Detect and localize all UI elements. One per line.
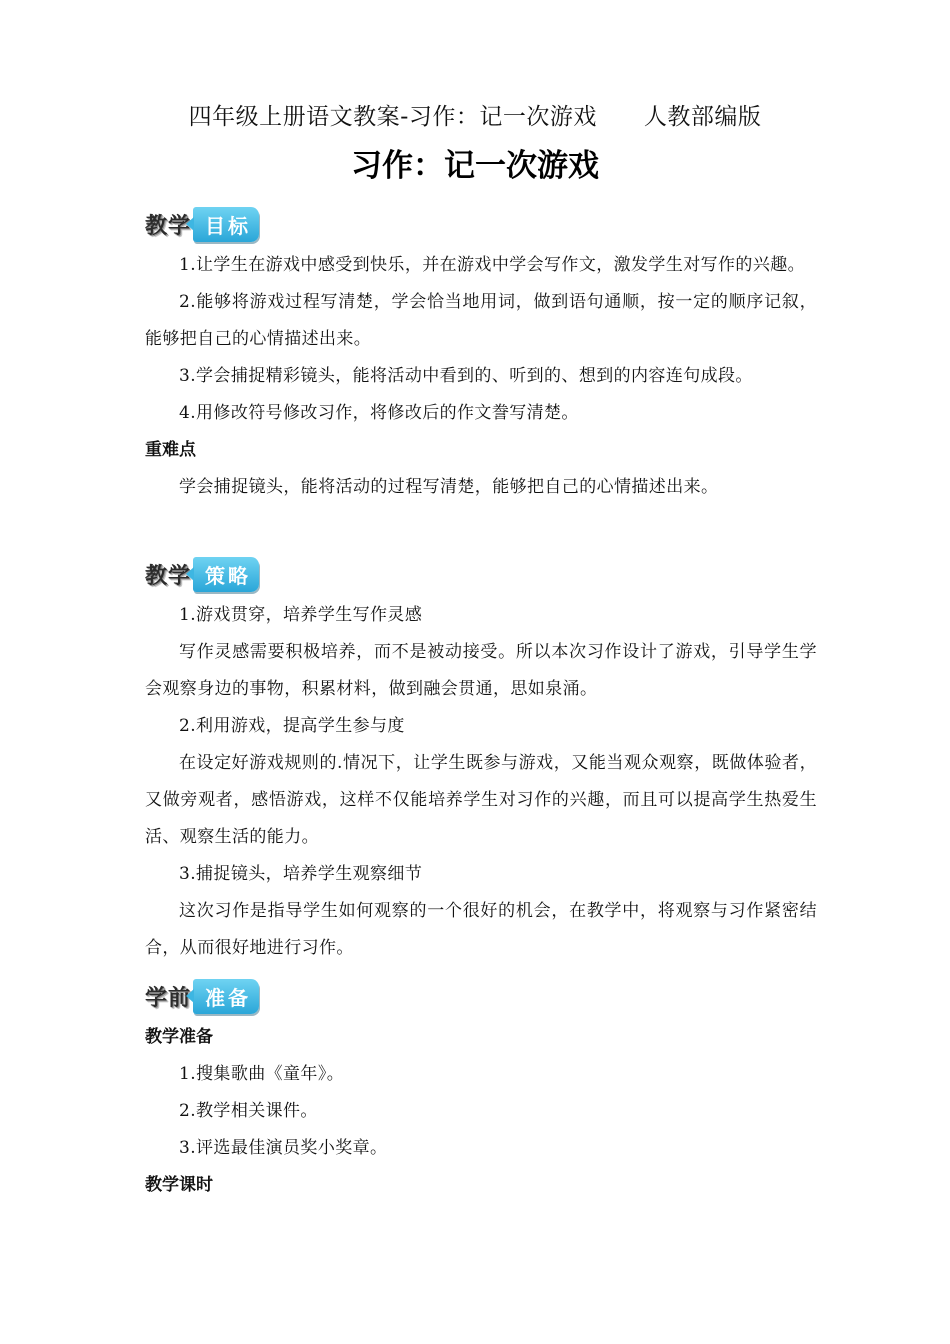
section-teaching-strategy: [145, 553, 817, 967]
badge-preparation: [145, 977, 817, 1015]
strategy-title: 2.利用游戏，提高学生参与度: [179, 716, 405, 736]
badge-left-text: 学前: [145, 985, 192, 1011]
keypoints-text: 学会捕捉镜头，能将活动的过程写清楚，能够把自己的心情描述出来。: [179, 477, 719, 497]
badge-teaching-strategy: [145, 555, 817, 593]
prep-item: 2.教学相关课件。: [179, 1101, 318, 1121]
prep-heading: 教学准备: [145, 1027, 213, 1047]
section-preparation: [145, 975, 817, 1204]
goal-item: 2.能够将游戏过程写清楚，学会恰当地用词，做到语句通顺，按一定的顺序记叙，能够把自己的心情描述出来。: [145, 292, 817, 349]
goal-item: 3.学会捕捉精彩镜头，能将活动中看到的、听到的、想到的内容连句成段。: [179, 366, 753, 386]
goal-item: 4.用修改符号修改习作，将修改后的作文誊写清楚。: [179, 403, 579, 423]
keypoints-heading: 重难点: [145, 440, 196, 460]
strategy-title: 1.游戏贯穿，培养学生写作灵感: [179, 605, 423, 625]
strategy-text: 这次习作是指导学生如何观察的一个很好的机会，在教学中，将观察与习作紧密结合，从而很好地进行习作。: [145, 901, 817, 958]
goal-item: 1.让学生在游戏中感受到快乐，并在游戏中学会写作文，激发学生对写作的兴趣。: [179, 255, 806, 275]
document-title: 四年级上册语文教案-习作：记一次游戏 人教部编版: [188, 104, 762, 130]
badge-teaching-goals: [145, 205, 817, 243]
prep-item: 1.搜集歌曲《童年》。: [179, 1064, 345, 1084]
hours-heading: 教学课时: [145, 1175, 213, 1195]
section-teaching-goals: [145, 203, 817, 506]
badge-right-text: 目标: [193, 207, 259, 242]
strategy-text: 写作灵感需要积极培养，而不是被动接受。所以本次习作设计了游戏，引导学生学会观察身边的事物，积累材料，做到融会贯通，思如泉涌。: [145, 642, 817, 699]
badge-left-text: 教学: [145, 213, 192, 239]
strategy-title: 3.捕捉镜头，培养学生观察细节: [179, 864, 423, 884]
badge-right-text: 准备: [193, 979, 259, 1014]
strategy-text: 在设定好游戏规则的.情况下，让学生既参与游戏，又能当观众观察，既做体验者，又做旁观者，感悟游戏，这样不仅能培养学生对习作的兴趣，而且可以提高学生热爱生活、观察生活的能力。: [145, 753, 817, 847]
badge-left-text: 教学: [145, 563, 192, 589]
badge-right-text: 策略: [193, 557, 259, 592]
prep-item: 3.评选最佳演员奖小奖章。: [179, 1138, 388, 1158]
lesson-title: 习作：记一次游戏: [351, 148, 599, 184]
